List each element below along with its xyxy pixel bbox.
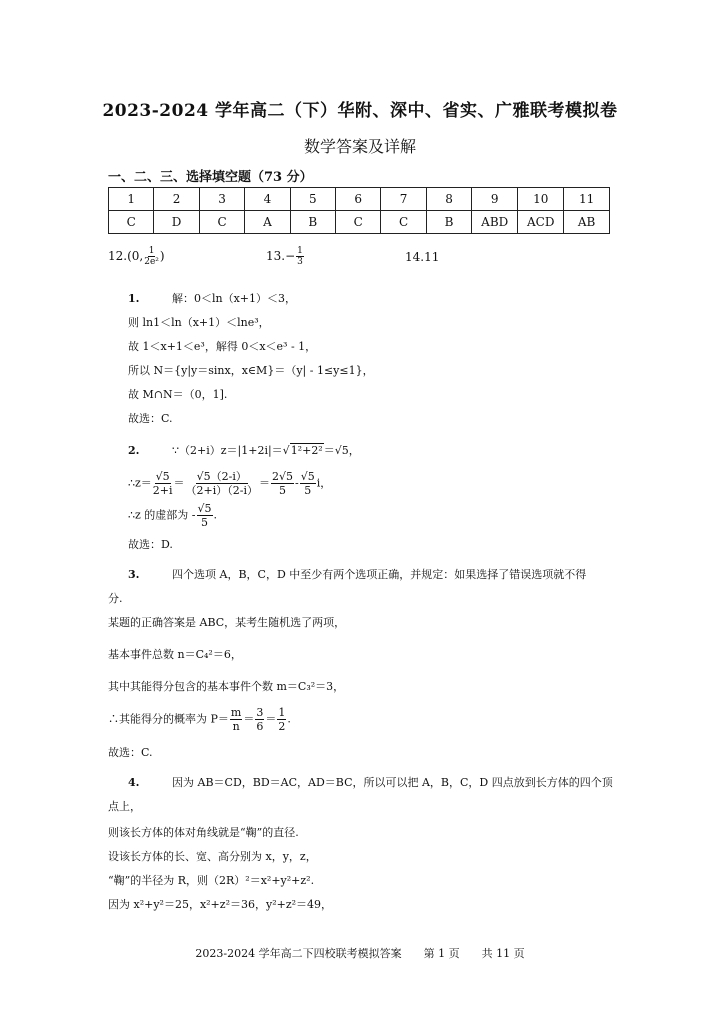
period: . [287,712,291,726]
solution-2-line-1: 2. ∵（2+i）z＝|1+2i|＝√1²+2²＝√5， [128,444,360,457]
fraction [277,706,286,733]
solution-4-line-3: 则该长方体的体对角线就是“鞠”的直径. [108,826,299,839]
q13-fraction [296,246,304,267]
solution-2-text: ∵（2+i）z＝|1+2i|＝ [172,444,283,457]
solution-3-line-3: 某题的正确答案是 ABC，某考生随机选了两项， [108,616,346,629]
imaginary-unit: i， [316,476,332,490]
solution-3-line-7: 故选：C. [108,746,153,759]
solution-1-text: 解：0＜ln（x+1）＜3， [172,292,297,305]
fraction-numerator: m [230,706,242,719]
fraction-denominator: n [232,720,240,733]
solution-2-number: 2. [128,444,140,457]
fraction-denominator: （2+i）（2-i） [185,484,258,497]
question-number: 3 [199,188,244,211]
equals-sign: ＝ [265,712,277,726]
solution-3-line-2: 分. [108,592,123,605]
document-subtitle: 数学答案及详解 [303,137,416,156]
section-heading: 一、二、三、选择填空题（73 分） [108,170,313,185]
q12-fraction [144,246,159,267]
period: . [213,508,218,522]
solution-4-line-2: 点上， [108,800,141,813]
answer-cell: C [199,211,244,234]
solution-1-line-5: 故 M∩N＝（0，1]. [128,388,228,401]
solution-1-line-4: 所以 N＝{y|y＝sinx，x∈M}＝（y| - 1≤y≤1}， [128,364,374,377]
solution-1-line-1 [128,290,296,306]
question-number: 2 [154,188,199,211]
fraction-denominator: 2 [278,720,286,733]
fraction-numerator: √5（2-i） [196,470,247,483]
solution-3-line-4: 基本事件总数 n＝C₄²＝6， [108,648,242,661]
question-number: 1 [109,188,154,211]
answer-cell: C [336,211,381,234]
question-number: 6 [336,188,381,211]
q12-suffix: ) [159,249,165,263]
solution-4-line-1 [128,774,613,790]
fraction-numerator: 3 [256,706,264,719]
answer-cell: C [109,211,154,234]
solution-2-line-3 [128,502,217,529]
document-title: 2023-2024 学年高二（下）华附、深中、省实、广雅联考模拟卷 [102,101,618,121]
solution-1-line-2: 则 ln1＜ln（x+1）＜lne³， [128,316,270,329]
equals-sign: ＝ [173,476,185,490]
fraction-denominator: 5 [304,484,312,497]
fraction [271,470,294,497]
fraction-denominator: 5 [279,484,286,497]
answer-q12 [108,246,165,267]
answer-table-answer-row [109,211,610,234]
q12-numerator: 1 [148,246,155,256]
fraction-numerator: 2√5 [272,470,294,483]
answer-cell: B [426,211,471,234]
solution-4-line-4: 设该长方体的长、宽、高分别为 x，y，z， [108,850,317,863]
fraction [186,470,258,497]
solution-4-line-5: “鞠”的半径为 R，则（2R）²＝x²+y²+z². [108,874,315,887]
fraction-denominator: 5 [201,516,209,529]
equals-sign: ＝ [243,712,255,726]
solution-2-line-2 [128,470,331,497]
page-footer: 2023-2024 学年高二下四校联考模拟答案 第 1 页 共 11 页 [195,947,525,960]
answer-cell: AB [564,211,610,234]
answer-q13 [266,246,305,267]
solution-2-imaginary-part-label: ∴z 的虚部为 - [128,508,196,522]
fraction-numerator: √5 [300,470,315,483]
solution-2-result: ＝√5， [323,444,360,457]
solution-4-number: 4. [128,776,140,789]
answer-cell: C [381,211,426,234]
answer-table-number-row [109,188,610,211]
q13-numerator: 1 [297,246,303,256]
solution-2-z-label: ∴z＝ [128,476,152,490]
q12-prefix: 12.(0, [108,249,144,263]
solution-3-number: 3. [128,568,140,581]
question-number: 10 [518,188,564,211]
solution-1-line-6: 故选：C. [128,412,173,425]
answer-cell: ACD [518,211,564,234]
question-number: 5 [290,188,335,211]
question-number: 4 [245,188,290,211]
answer-q14: 14.11 [405,250,440,264]
fraction-numerator: √5 [155,470,170,483]
fraction [153,470,173,497]
solution-3-line-5: 其中其能得分包含的基本事件个数 m＝C₃²＝3， [108,680,345,693]
answer-table [108,187,610,234]
fraction-denominator: 2+i [152,484,173,497]
solution-3-line-6 [108,706,291,733]
fraction [230,706,242,733]
answer-cell: A [245,211,290,234]
q13-prefix: 13.− [266,249,296,263]
solution-1-number: 1. [128,292,140,305]
fraction-numerator: √5 [197,502,212,515]
solution-3-text: 四个选项 A，B，C，D 中至少有两个选项正确，并规定：如果选择了错误选项就不得 [172,568,587,581]
question-number: 8 [426,188,471,211]
q13-denominator: 3 [297,257,303,267]
answer-cell: D [154,211,199,234]
fraction-denominator: 6 [256,720,264,733]
fraction [197,502,213,529]
minus-sign: - [295,476,299,490]
probability-label: ∴其能得分的概率为 P＝ [108,712,229,726]
question-number: 7 [381,188,426,211]
solution-1-line-3: 故 1＜x+1＜e³，解得 0＜x＜e³ - 1， [128,340,317,353]
answer-cell: ABD [472,211,518,234]
solution-4-text: 因为 AB＝CD，BD＝AC，AD＝BC，所以可以把 A，B，C，D 四点放到长方体的四个顶 [172,776,613,789]
solution-4-line-6: 因为 x²+y²＝25，x²+z²＝36，y²+z²＝49， [108,898,333,911]
fraction [300,470,316,497]
answer-cell: B [290,211,335,234]
fraction [255,706,264,733]
question-number: 9 [472,188,518,211]
q12-denominator: 2e² [144,257,159,267]
solution-3-line-1 [128,566,586,582]
equals-sign: ＝ [259,476,270,490]
question-number: 11 [564,188,610,211]
solution-2-line-4: 故选：D. [128,538,173,551]
fraction-numerator: 1 [278,706,286,719]
sqrt-expression: 1²+2² [290,444,323,457]
